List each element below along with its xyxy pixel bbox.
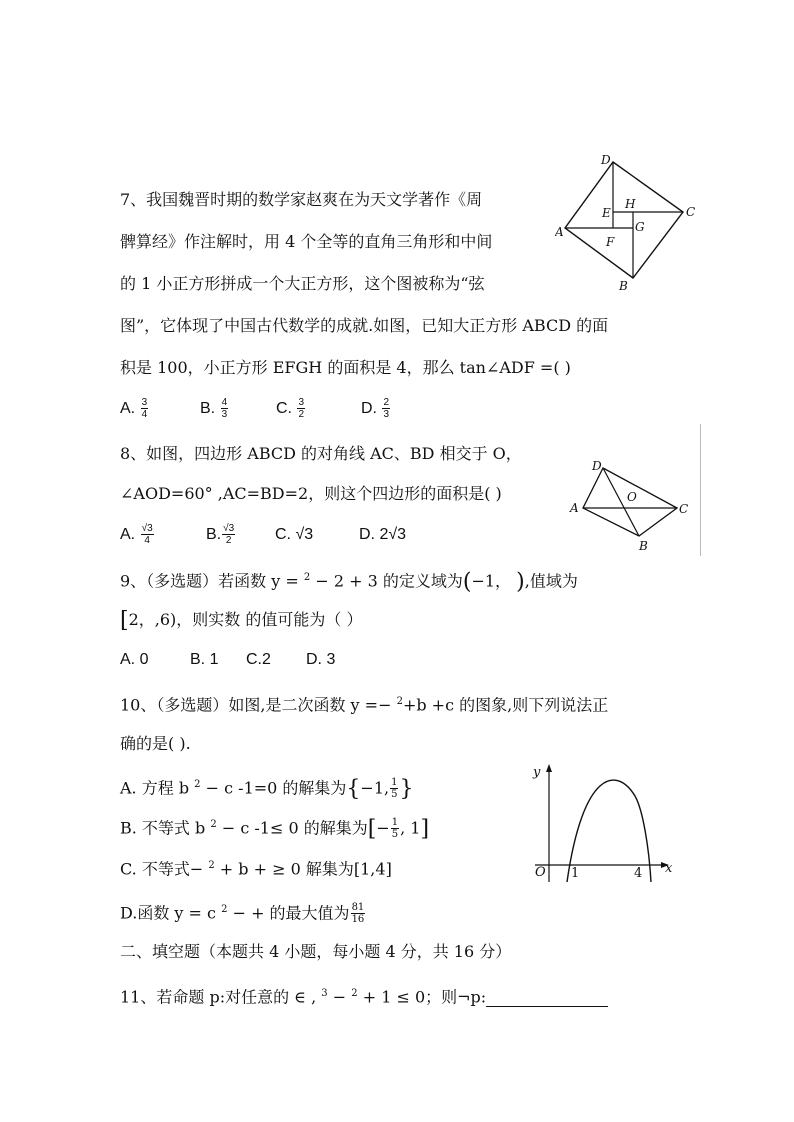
- q9-option-b: B. 1: [190, 651, 219, 668]
- q7-label-c: C: [686, 205, 696, 219]
- q11-answer-blank[interactable]: [486, 990, 608, 1007]
- q7-line-3: 的 1 小正方形拼成一个大正方形，这个图被称为“弦: [120, 274, 485, 293]
- q10-line-1: 10、（多选题）如图,是二次函数 y =− $^2$+b +c 的图象,则下列说法正: [120, 695, 609, 715]
- q9-options: [120, 650, 335, 670]
- q7-label-e: E: [602, 206, 611, 220]
- q8-label-d: D: [592, 459, 602, 473]
- q7-figure-xiantu: [555, 150, 705, 295]
- q10-option-b: B. 不等式 b $^2$ − c -1≤ 0 的解集为[− $\frac{1}{5}$ , 1]: [120, 816, 430, 842]
- section-2-title: 二、填空题（本题共 4 小题，每小题 4 分，共 16 分）: [120, 942, 512, 961]
- q7-label-b: B: [619, 279, 628, 293]
- q9-line-2: [2，,6)，则实数 的值可能为（ ）: [120, 608, 363, 633]
- q10-label-4: 4: [634, 866, 643, 881]
- q7-line-4: 图”，它体现了中国古代数学的成就.如图，已知大正方形 ABCD 的面: [120, 316, 609, 335]
- q7-label-d: D: [601, 153, 611, 167]
- q8-options: [120, 518, 406, 552]
- q7-label-h: H: [625, 197, 636, 211]
- q7-option-d: D. $\frac{2}{3}$: [361, 397, 390, 421]
- q10-option-d: D.函数 y = c $^2$ − + 的最大值为 $\frac{81}{16}$: [120, 902, 365, 926]
- q8-option-d: D. 2√3: [359, 526, 407, 543]
- q9-line-1: 9、（多选题）若函数 y = $^2$ − 2 + 3 的定义域为(−1， ),值域为: [120, 569, 578, 595]
- q7-option-a: A. $\frac{3}{4}$: [120, 397, 148, 421]
- q8-option-a: A. $\frac{√3}{4}$: [120, 523, 153, 547]
- q8-label-c: C: [679, 502, 689, 516]
- q8-label-o: O: [627, 490, 637, 504]
- q10-option-c: C. 不等式− $^2$ + b + ≥ 0 解集为[1,4]: [120, 859, 392, 879]
- q7-option-c: C. $\frac{3}{2}$: [276, 397, 305, 421]
- q8-line-2: ∠AOD=60° ,AC=BD=2，则这个四边形的面积是( ): [120, 484, 502, 503]
- q10-option-a: A. 方程 b $^2$ − c -1=0 的解集为{−1, $\frac{1}{5}$ }: [120, 776, 414, 802]
- q9-option-c: C.2: [246, 651, 271, 668]
- q7-line-2: 髀算经》作注解时，用 4 个全等的直角三角形和中间: [120, 232, 493, 251]
- q8-figure-border: [700, 424, 701, 556]
- q7-line-1: 7、我国魏晋时期的数学家赵爽在为天文学著作《周: [120, 190, 483, 209]
- q11-line: 11、若命题 p:对任意的 ∈ , $^3$ − $^2$ + 1 ≤ 0；则¬p:: [120, 984, 608, 1007]
- q8-option-b: B. $\frac{√3}{2}$: [206, 523, 235, 547]
- q10-y-arrow: [546, 764, 552, 772]
- q10-line-2: 确的是( ).: [120, 734, 191, 753]
- q8-figure-quadrilateral: [565, 456, 705, 554]
- q8-option-c: C. √3: [275, 526, 314, 543]
- q8-label-a: A: [570, 501, 579, 515]
- q10-figure-parabola: [525, 758, 685, 888]
- q10-label-x: x: [665, 861, 673, 876]
- q9-option-d: D. 3: [306, 651, 336, 668]
- q8-label-b: B: [639, 539, 648, 553]
- q7-option-b: B. $\frac{4}{3}$: [200, 397, 228, 421]
- q7-label-a: A: [555, 225, 564, 239]
- q10-label-origin: O: [535, 865, 546, 880]
- q7-label-g: G: [635, 220, 645, 234]
- q7-line-5: 积是 100，小正方形 EFGH 的面积是 4，那么 tan∠ADF =( ): [120, 358, 571, 377]
- q9-option-a: A. 0: [120, 651, 149, 668]
- q10-label-y: y: [533, 765, 541, 780]
- q8-line-1: 8、如图，四边形 ABCD 的对角线 AC、BD 相交于 O，: [120, 444, 522, 463]
- q7-label-f: F: [606, 235, 615, 249]
- q10-label-1: 1: [571, 866, 580, 881]
- q7-big-square: [565, 162, 683, 278]
- q7-options: [120, 392, 391, 426]
